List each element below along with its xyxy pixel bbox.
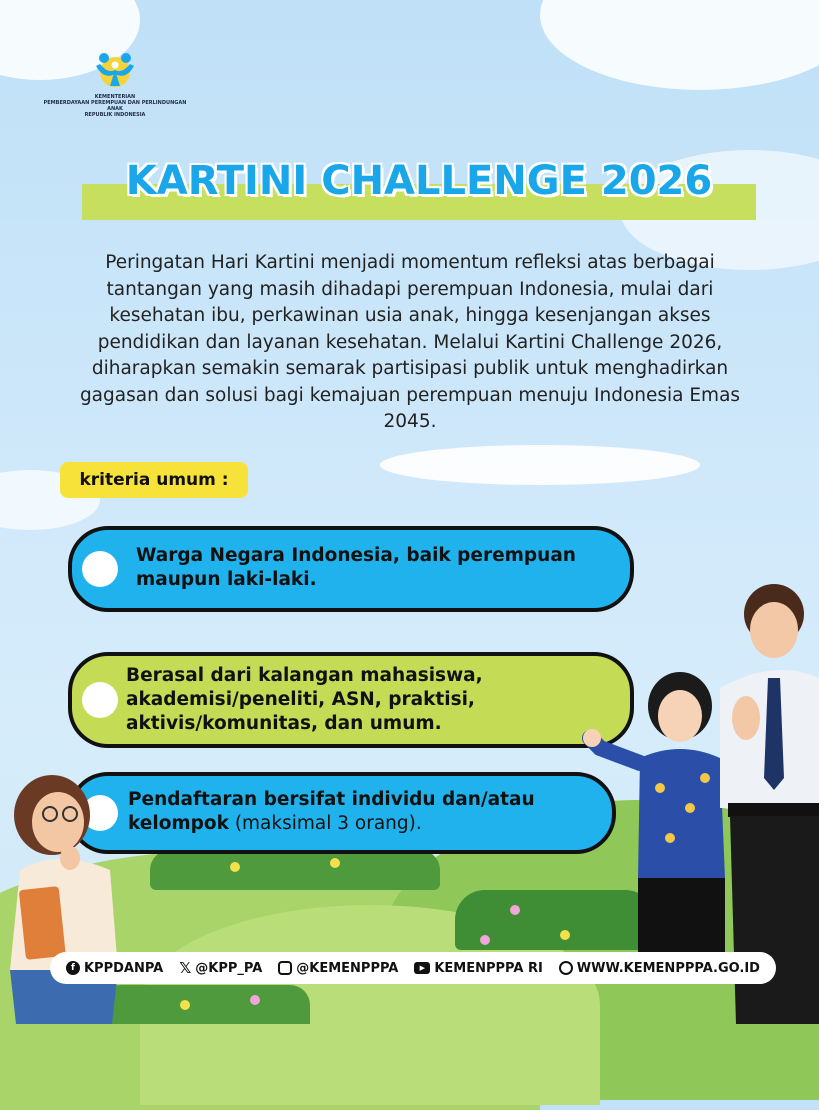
intro-paragraph: Peringatan Hari Kartini menjadi momentum refleksi atas berbagai tantangan yang masih dihadapi perempuan Indonesia, mulai dari kesehatan ibu, perkawinan usia anak, hingga kesenjangan akses pendidikan dan layanan kesehatan. Melalui Kartini Challenge 2026, diharapkan semakin semarak partisipasi publik untuk menghadirkan gagasan dan solusi bagi kemajuan perempuan menuju Indonesia Emas 2045.	[79, 252, 741, 432]
website-url: WWW.KEMENPPPA.GO.ID	[576, 960, 760, 976]
criteria-item-3	[68, 772, 616, 854]
criteria-label: kriteria umum :	[60, 462, 248, 498]
flower	[510, 905, 520, 915]
logo-line-3: REPUBLIK INDONESIA	[84, 112, 146, 118]
flower	[180, 1000, 190, 1010]
facebook-link[interactable]	[66, 961, 163, 976]
x-icon: 𝕏	[179, 959, 192, 977]
instagram-link[interactable]	[278, 961, 398, 976]
criteria-text-3-bold: Pendaftaran bersifat individu dan/atau kelompok	[128, 789, 535, 834]
youtube-handle: KEMENPPPA RI	[434, 960, 543, 976]
criteria-item-1	[68, 526, 634, 612]
instagram-icon	[278, 961, 292, 975]
x-handle: @KPP_PA	[195, 960, 263, 976]
cloud	[380, 445, 700, 485]
youtube-link[interactable]	[414, 961, 542, 976]
facebook-icon: f	[66, 961, 80, 975]
bullet-circle-icon	[82, 682, 118, 718]
criteria-text-1: Warga Negara Indonesia, baik perempuan maupun laki-laki.	[136, 545, 576, 590]
instagram-handle: @KEMENPPPA	[296, 960, 399, 976]
flower	[330, 858, 340, 868]
woman-with-book-illustration	[0, 770, 130, 1024]
bush	[100, 985, 310, 1024]
logo-line-1: KEMENTERIAN	[94, 94, 136, 100]
social-footer	[50, 952, 776, 984]
globe-icon	[559, 961, 573, 975]
criteria-text-3-normal: (maksimal 3 orang).	[228, 813, 422, 834]
bullet-circle-icon	[82, 551, 118, 587]
youtube-icon: ▶	[414, 962, 430, 974]
website-link[interactable]	[559, 961, 760, 976]
page-title: KARTINI CHALLENGE 2026	[125, 158, 713, 204]
ministry-logo	[40, 50, 190, 118]
flower	[480, 935, 490, 945]
criteria-text-3	[128, 788, 568, 836]
bush	[150, 850, 440, 890]
criteria-text-2: Berasal dari kalangan mahasiswa, akademisi/peneliti, ASN, praktisi, aktivis/komunitas, dan umum.	[126, 665, 483, 734]
logo-emblem-icon	[92, 50, 138, 90]
criteria-item-2	[68, 652, 634, 748]
flower	[560, 930, 570, 940]
x-link[interactable]	[179, 959, 262, 977]
cloud	[540, 0, 819, 90]
facebook-handle: KPPDANPA	[83, 960, 164, 976]
logo-line-2: PEMBERDAYAAN PEREMPUAN DAN PERLINDUNGAN ANAK	[43, 100, 187, 112]
flower	[230, 862, 240, 872]
flower	[250, 995, 260, 1005]
